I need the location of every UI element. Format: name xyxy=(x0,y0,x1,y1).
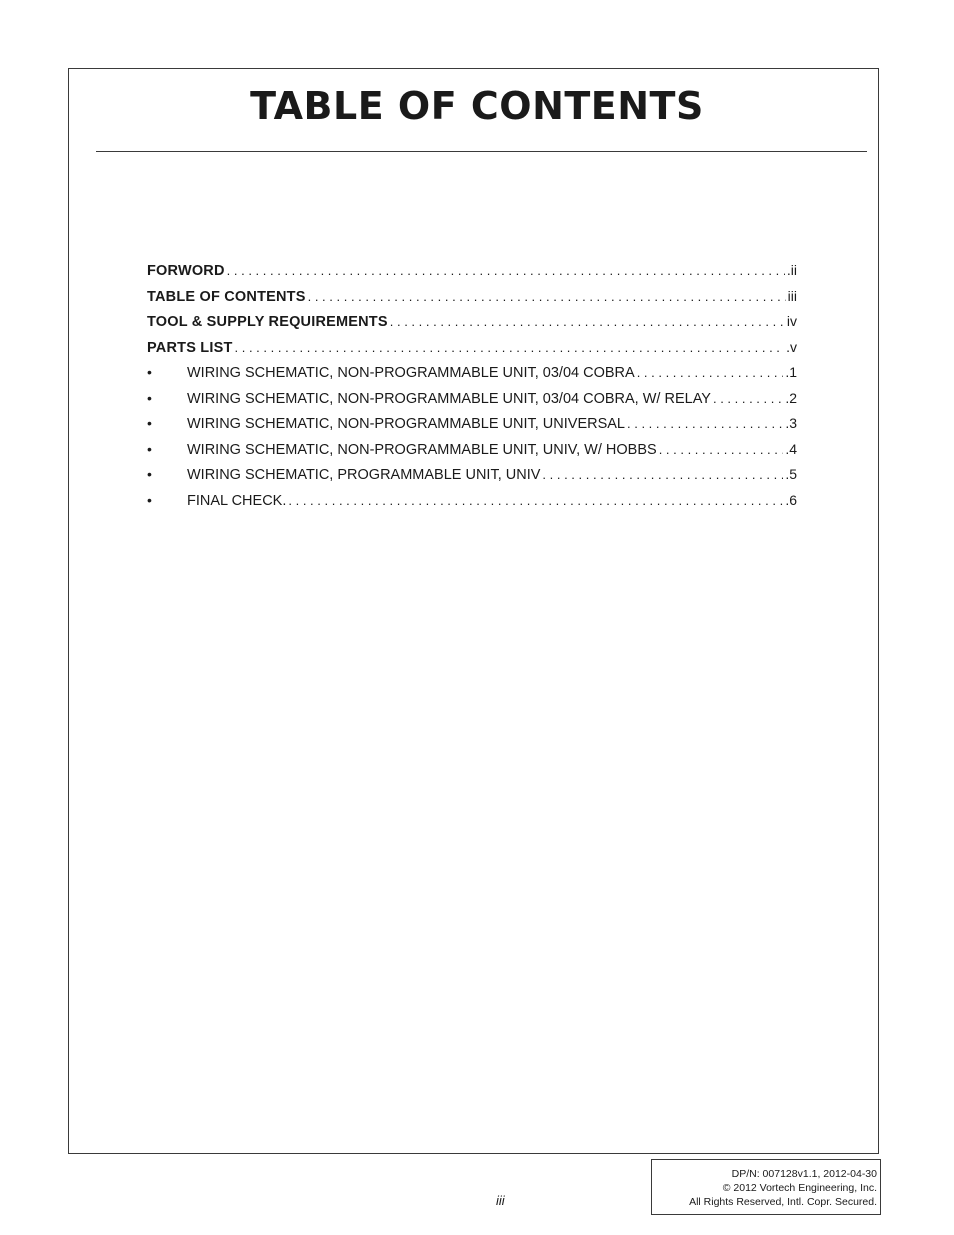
bullet-icon: • xyxy=(147,466,152,482)
dot-leader xyxy=(235,340,785,355)
dot-leader xyxy=(713,391,783,406)
toc-page-number: .1 xyxy=(785,364,797,380)
toc-entry-wiring-univ-hobbs[interactable] xyxy=(147,441,797,467)
toc-entry-table-of-contents[interactable] xyxy=(147,288,797,314)
table-of-contents-list xyxy=(147,262,797,517)
document-info-box xyxy=(651,1159,881,1215)
toc-page-number: .3 xyxy=(785,415,797,431)
toc-page-number: .v xyxy=(786,338,797,355)
toc-entry-tool-supply-requirements[interactable] xyxy=(147,313,797,339)
dot-leader xyxy=(659,442,784,457)
dot-leader xyxy=(542,467,783,482)
bullet-icon: • xyxy=(147,389,152,406)
toc-page-number: .6 xyxy=(785,491,797,508)
toc-entry-label: WIRING SCHEMATIC, NON-PROGRAMMABLE UNIT, UNIV, W/ HOBBS xyxy=(187,441,657,458)
toc-entry-label: PARTS LIST xyxy=(147,339,233,356)
page-border-frame xyxy=(68,68,879,1154)
dot-leader xyxy=(390,314,785,329)
bullet-icon: • xyxy=(147,440,152,457)
copyright-notice: © 2012 Vortech Engineering, Inc. xyxy=(722,1182,877,1194)
toc-entry-label: FORWORD xyxy=(147,263,225,279)
toc-entry-label: FINAL CHECK. xyxy=(187,492,287,509)
toc-page-number: .ii xyxy=(786,262,797,278)
toc-page-number: .4 xyxy=(785,440,797,457)
dot-leader xyxy=(637,365,784,380)
bullet-icon: • xyxy=(147,491,152,508)
footer-page-number: iii xyxy=(496,1193,505,1208)
toc-entry-label: WIRING SCHEMATIC, NON-PROGRAMMABLE UNIT, 03/04 COBRA, W/ RELAY xyxy=(187,390,711,407)
page-title: TABLE OF CONTENTS xyxy=(250,84,704,128)
toc-entry-label: TOOL & SUPPLY REQUIREMENTS xyxy=(147,314,388,330)
bullet-icon: • xyxy=(147,415,152,431)
toc-page-number: iv xyxy=(786,313,797,329)
dot-leader xyxy=(227,263,785,278)
dot-leader xyxy=(627,416,783,431)
toc-entry-label: TABLE OF CONTENTS xyxy=(147,288,306,305)
toc-entry-label: WIRING SCHEMATIC, PROGRAMMABLE UNIT, UNIV xyxy=(187,467,541,483)
toc-page-number: .2 xyxy=(785,389,797,406)
toc-entry-final-check[interactable] xyxy=(147,492,797,518)
toc-entry-wiring-programmable[interactable] xyxy=(147,466,797,492)
toc-page-number: iii xyxy=(787,287,797,304)
toc-entry-label: WIRING SCHEMATIC, NON-PROGRAMMABLE UNIT, UNIVERSAL xyxy=(187,416,625,432)
document-part-number: DP/N: 007128v1.1, 2012-04-30 xyxy=(731,1168,877,1180)
toc-entry-wiring-cobra[interactable] xyxy=(147,364,797,390)
toc-entry-parts-list[interactable] xyxy=(147,339,797,365)
dot-leader xyxy=(308,289,786,304)
toc-entry-wiring-universal[interactable] xyxy=(147,415,797,441)
toc-entry-wiring-cobra-relay[interactable] xyxy=(147,390,797,416)
title-divider xyxy=(96,151,867,152)
bullet-icon: • xyxy=(147,364,152,380)
rights-notice: All Rights Reserved, Intl. Copr. Secured. xyxy=(689,1196,877,1208)
toc-page-number: .5 xyxy=(785,466,797,482)
toc-entry-label: WIRING SCHEMATIC, NON-PROGRAMMABLE UNIT, 03/04 COBRA xyxy=(187,365,635,381)
toc-entry-forword[interactable] xyxy=(147,262,797,288)
dot-leader xyxy=(288,493,783,508)
